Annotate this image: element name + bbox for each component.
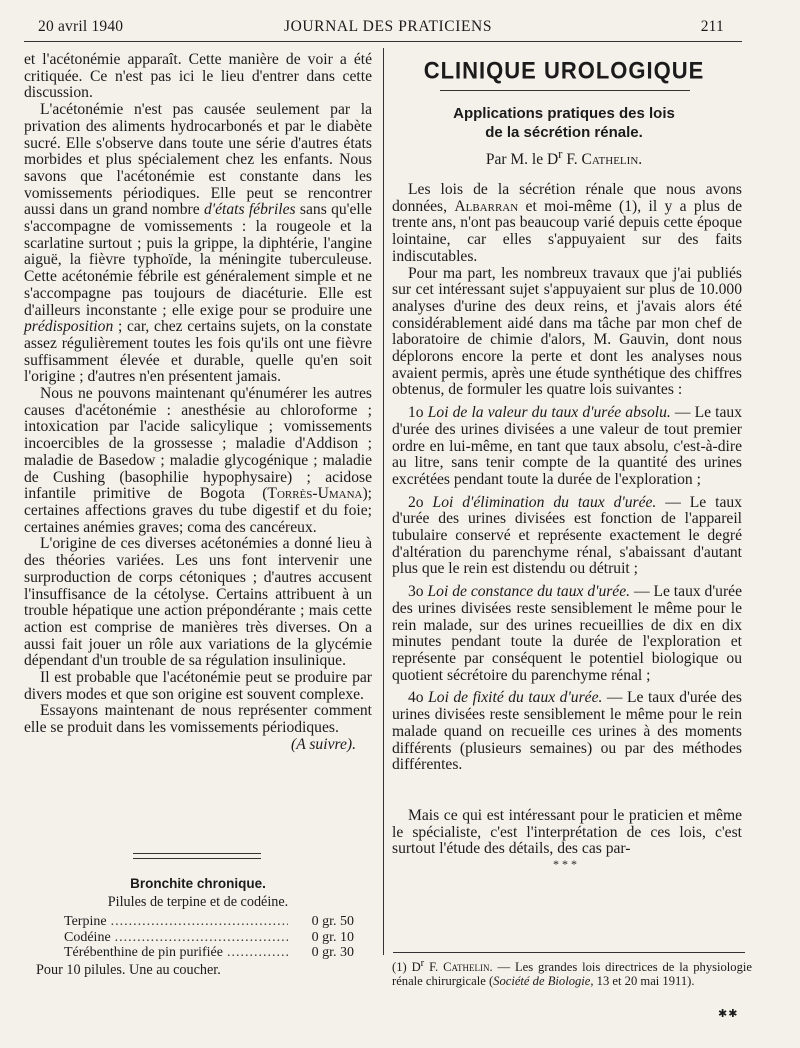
leader-dots: [115, 930, 288, 946]
law-paragraph: [392, 690, 742, 774]
law-paragraph: [392, 405, 742, 489]
text-run: — Les grandes lois directrices de la physiologie rénale chirurgicale (: [392, 960, 752, 989]
author-name: Torrès-Umana: [267, 485, 363, 503]
footnote-sup: r: [420, 958, 425, 969]
text-run: Essayons maintenant de nous représenter comment elle se produit dans les vomissements périodiques.: [24, 702, 372, 737]
ingredient-row: [64, 914, 354, 930]
text-run: ); certaines affections graves du tube digestif et du foie; certaines anémies graves; coma des cancéreux.: [24, 485, 372, 536]
law-title: Loi d'élimination du taux d'urée.: [432, 493, 657, 511]
text-run: , 13 et 20 mai 1911).: [590, 974, 695, 989]
article-title: [400, 104, 728, 142]
suivre-text: (A suivre).: [291, 735, 356, 753]
footnote-mark: (1) D: [392, 960, 421, 975]
law-number: 4o: [408, 689, 424, 707]
law-paragraph: [392, 495, 742, 579]
corner-stars: ✱✱: [718, 1008, 739, 1020]
paragraph: et l'acétonémie apparaît. Cette manière de voir a été critiquée. Ce n'est pas ici le lieu d'entrer dans cette discussion.: [24, 51, 372, 102]
text-run: et moi-même (1), il y a plus de trente ans, n'ont pas beaucoup varié depuis cette époque lointaine, car elles s'appuyaient sur des faits indiscutables.: [392, 197, 742, 265]
paragraph: [24, 102, 372, 386]
text-run: — Le taux d'urée des urines divisées reste sensiblement le même pour le rein malade quand on recueille ces urines à des moments différents (plusieurs semaines) ou par des méthodes différentes.: [392, 689, 742, 774]
text-run: — Le taux d'urée des urines divisées est fonction de l'appareil tubulaire conservé et représente exactement le degré d'altération du parenchyme rénal, s'abaissant d'autant plus que le rein est distendu ou détruit ;: [392, 493, 742, 578]
text-run: — Le taux d'urée des urines divisées a une valeur de tout premier ordre en lui-même, en tant que taux absolu, c'est-à-dire au litre, sans tenir compte de la quantité des urines excrétées pendant toute la durée de l'exploration ;: [392, 404, 743, 488]
ingredient-name: Codéine: [64, 929, 111, 945]
article-title-line: Applications pratiques des lois: [453, 105, 675, 122]
left-column: [24, 52, 372, 754]
paragraph: L'origine de ces diverses acétonémies a donné lieu à des théories variées. Les uns font intervenir une surproduction de corps cétoniques ; d'autres accusent l'insuffisance de la cétolyse. Certains attribuent à un trouble hépatique une action prépondérante ; mais cette action est comprise de manières très diverses. On a aussi fait jouer un rôle aux variations de la glycémie dépendant d'un trouble de sa régulation insulinique.: [24, 535, 372, 670]
article-title-line: de la sécrétion rénale.: [485, 124, 643, 141]
leader-dots: [227, 945, 288, 961]
paragraph: [24, 386, 372, 536]
byline: [400, 146, 728, 169]
title-rule: [440, 90, 690, 91]
paragraph: Pour ma part, les nombreux travaux que j'ai publiés sur cet intéressant sujet s'appuyaient sur plus de 10.000 analyses d'urine des deux reins, et j'avais alors été considérablement aidé dans ma tâche par mon chef de laboratoire de chimie d'alors, M. Gauvin, dont nous déplorons encore la perte et dont les analyses nous avaient permis, après une étude synthétique des chiffres obtenus, de formuler les quatre lois suivantes :: [392, 264, 742, 399]
author-name: F. Cathelin.: [429, 960, 493, 975]
leader-dots: [111, 914, 288, 930]
column-divider: [383, 48, 384, 955]
to-be-continued: [275, 737, 356, 754]
footnote: [392, 957, 752, 989]
text-run: Les lois de la sécrétion rénale que nous avons données,: [392, 181, 742, 215]
section-title: CLINIQUE UROLOGIQUE: [423, 56, 705, 84]
source-title: Société de Biologie: [493, 974, 591, 989]
emphasis: prédisposition: [24, 318, 114, 336]
text-run: — Le taux d'urée des urines divisées reste sensiblement le même pour le rein malade, sur des urines recueillies de dix en dix minutes pendant toute la durée de l'exploration et représente par conséquent le potentiel biologique ou quotient sécrétoire du parenchyme rénal ;: [392, 583, 742, 684]
law-number: 1o: [408, 404, 424, 422]
footnote-rule: [393, 952, 745, 953]
right-column: [392, 182, 742, 858]
law-title: Loi de constance du taux d'urée.: [427, 583, 631, 601]
ingredient-list: [64, 914, 354, 961]
ingredient-row: [64, 930, 354, 946]
emphasis: d'états fébriles: [203, 201, 296, 219]
page-number: 211: [700, 18, 724, 35]
law-number: 3o: [408, 583, 424, 601]
posology: Pour 10 pilules. Une au coucher.: [36, 962, 221, 978]
header-rule: [24, 41, 742, 42]
ingredient-name: Terpine: [64, 914, 107, 929]
header-date: 20 avril 1940: [38, 18, 124, 35]
page-header: [38, 18, 738, 40]
byline-prefix: Par M. le D: [485, 151, 559, 169]
text-run: sans qu'elle s'accompagne de vomissements : la rougeole et la scarlatine surtout ; puis la grippe, la diphtérie, l'angine aiguë, la fièvre typhoïde, la méningite tuberculeuse. Cette acétonémie fébrile est généralement simple et ne s'accompagne pas toujours de diacéturie. Elle est d'ailleurs inconstante ; elle exige pour se produire une: [24, 201, 372, 319]
ingredient-qty: 0 gr. 10: [311, 929, 354, 945]
paragraph: Mais ce qui est intéressant pour le praticien et même le spécialiste, c'est l'interprétation de ces lois, c'est surtout l'étude des détails, des cas par-: [392, 806, 742, 858]
law-paragraph: [392, 584, 742, 684]
author-name: F. Cathelin.: [566, 151, 643, 169]
asterism: * * *: [553, 857, 577, 871]
byline-sup: r: [558, 146, 563, 161]
law-number: 2o: [408, 493, 424, 511]
double-rule: [133, 853, 261, 859]
paragraph: [24, 702, 372, 753]
law-title: Loi de la valeur du taux d'urée absolu.: [427, 404, 671, 422]
ingredient-qty: 0 gr. 50: [311, 914, 354, 929]
ingredient-qty: 0 gr. 30: [311, 945, 354, 960]
text-run: Nous ne pouvons maintenant qu'énumérer les autres causes d'acétonémie : anesthésie au chloroforme ; intoxication par l'acide salicylique ; vomissements incoercibles de la grossesse ; maladie d'Addison ; maladie de Basedow ; maladie glycogénique ; maladie de Cushing (basophilie hypophysaire) ; acidose infantile primitive de Bogota (: [24, 385, 372, 503]
law-title: Loi de fixité du taux d'urée.: [428, 689, 603, 707]
ingredient-row: [64, 945, 354, 961]
paragraph: Il est probable que l'acétonémie peut se produire par divers modes et que son origine est souvent complexe.: [24, 669, 372, 703]
author-name: Albarran: [454, 197, 519, 215]
journal-title: JOURNAL DES PRATICIENS: [283, 18, 493, 35]
recipe-title: Bronchite chronique.: [130, 876, 266, 891]
paragraph: [392, 182, 742, 266]
text-run: ; car, chez certains sujets, on la constate assez régulièrement toutes les fois qu'ils ont une fièvre suffisamment élevée et durable, quelle qu'en soit l'origine ; d'autres n'en présentent jamais.: [24, 318, 372, 386]
ingredient-name: Térébenthine de pin purifiée: [64, 945, 223, 960]
text-run: L'acétonémie n'est pas causée seulement par la privation des aliments hydrocarbonés et par le diabète sucré. Elle s'observe dans toute une série d'autres états morbides et plus spécialement chez les enfants. Nous savons que l'acétonémie est constante dans les vomissements périodiques. Elle peut se rencontrer aussi dans un grand nombre: [24, 101, 372, 219]
recipe-subtitle: Pilules de terpine et de codéine.: [107, 894, 289, 910]
